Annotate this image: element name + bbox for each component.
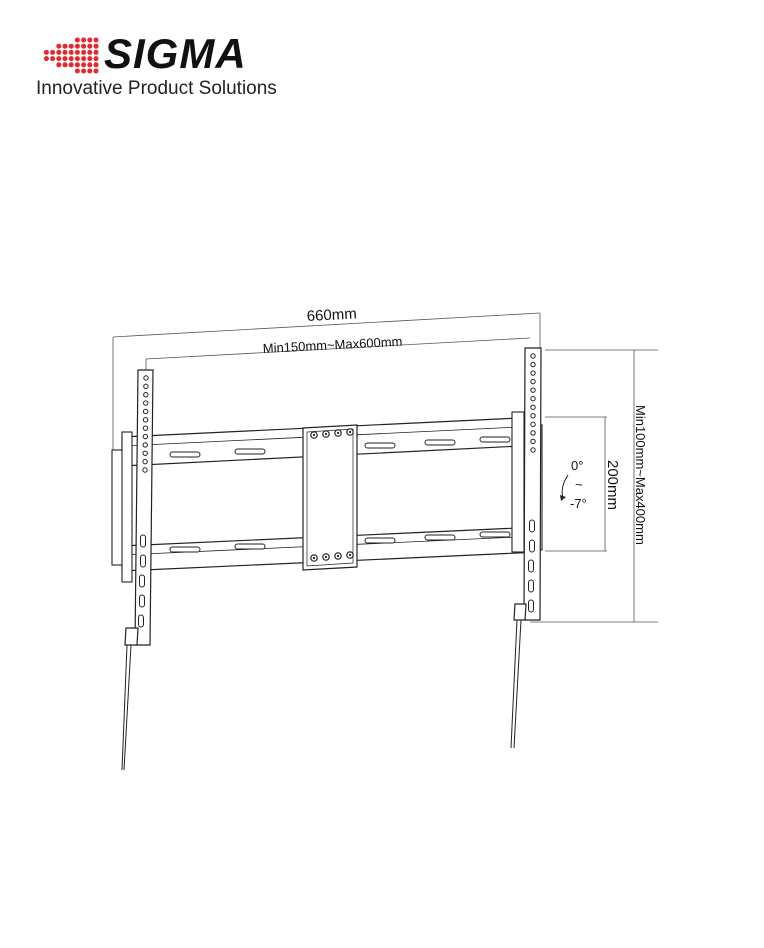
- arm-hole: [531, 379, 535, 383]
- arm-hole: [143, 459, 147, 463]
- arm-hole: [531, 362, 535, 366]
- arm-hole: [144, 393, 148, 397]
- plate-bolt-center: [313, 434, 315, 436]
- tilt-arrow: [562, 475, 568, 498]
- arm-hole: [143, 426, 147, 430]
- arm-slot: [139, 615, 144, 627]
- arm-hole: [143, 451, 147, 455]
- width-label: 660mm: [306, 305, 358, 325]
- plate-bolt-center: [349, 554, 351, 556]
- arm-slot: [140, 575, 145, 587]
- arm-hole: [143, 468, 147, 472]
- rail-slot: [425, 535, 455, 540]
- arm-hole: [531, 397, 535, 401]
- arm-hole: [143, 418, 147, 422]
- plate-bolt-center: [313, 557, 315, 559]
- logo-wordmark: SIGMA: [104, 34, 247, 77]
- arm-hole: [531, 448, 535, 452]
- arm-hole: [143, 443, 147, 447]
- arm-slot: [529, 600, 534, 612]
- rail-slot: [480, 437, 510, 442]
- arm-slot: [140, 595, 145, 607]
- rail-slot: [235, 449, 265, 454]
- arm-slot: [141, 535, 146, 547]
- arm-hole: [531, 422, 535, 426]
- tilt-separator: ~: [575, 477, 583, 492]
- brand-tagline: Innovative Product Solutions: [36, 78, 277, 99]
- height-label: 200mm: [604, 460, 621, 511]
- arm-hole: [531, 354, 535, 358]
- rail-slot: [365, 538, 395, 543]
- plate-bolt-center: [337, 555, 339, 557]
- arm-hole: [531, 439, 535, 443]
- rail-slot: [170, 452, 200, 457]
- rail-slot: [235, 544, 265, 549]
- arm-hole: [531, 371, 535, 375]
- plate-bolt-center: [325, 556, 327, 558]
- arm-hole: [144, 376, 148, 380]
- arm-hole: [143, 434, 147, 438]
- left-wall-bracket: [112, 432, 132, 582]
- center-plate: [303, 425, 357, 570]
- arm-hole: [531, 388, 535, 392]
- tilt-bottom-label: -7°: [570, 496, 587, 511]
- rail-slot: [170, 547, 200, 552]
- arm-hole: [531, 405, 535, 409]
- arm-slot: [529, 580, 534, 592]
- mount-range-label: Min150mm~Max600mm: [262, 333, 403, 356]
- arm-hole: [144, 401, 148, 405]
- rail-slot: [425, 440, 455, 445]
- tilt-top-label: 0°: [571, 458, 584, 473]
- plate-bolt-center: [337, 432, 339, 434]
- vertical-range-label: Min100mm~Max400mm: [633, 405, 648, 545]
- arm-slot: [529, 560, 534, 572]
- arm-hole: [143, 409, 147, 413]
- arm-hole: [531, 431, 535, 435]
- rail-slot: [480, 532, 510, 537]
- arm-slot: [530, 540, 535, 552]
- arm-slot: [530, 520, 535, 532]
- rail-slot: [365, 443, 395, 448]
- plate-bolt-center: [325, 433, 327, 435]
- plate-bolt-center: [349, 431, 351, 433]
- arm-hole: [144, 384, 148, 388]
- arm-slot: [141, 555, 146, 567]
- arm-hole: [531, 414, 535, 418]
